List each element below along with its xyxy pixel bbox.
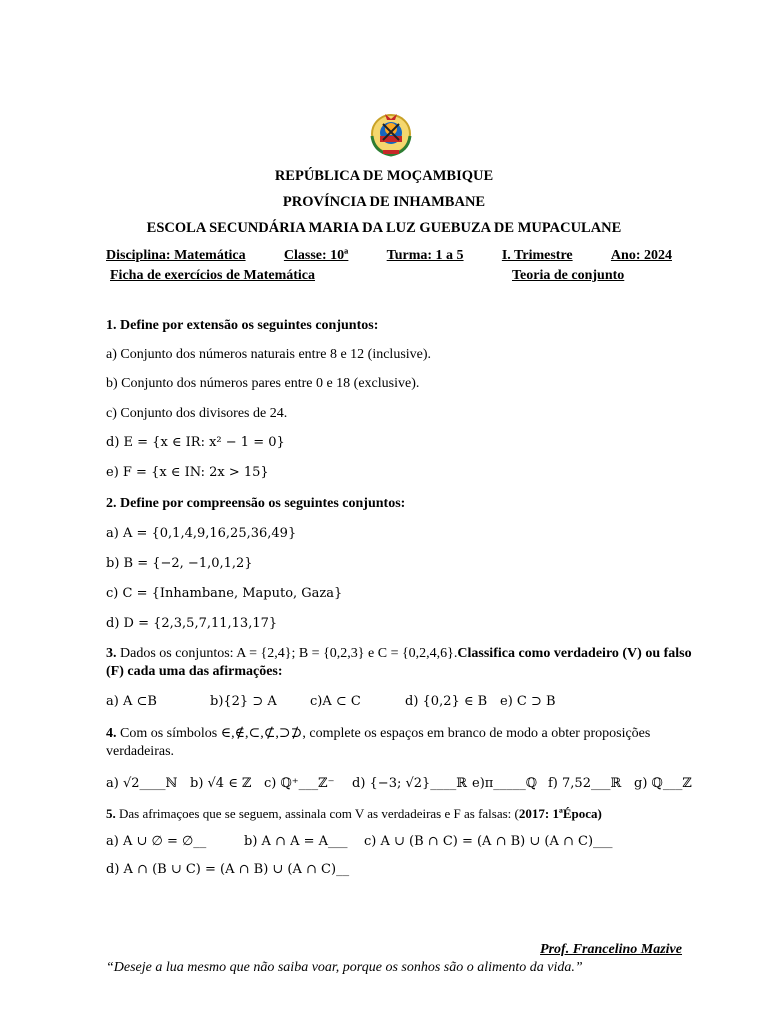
class-label: Classe: 10ª [283, 248, 349, 263]
question-4-item-d: d) {−3; √2}____ℝ [352, 776, 468, 791]
question-5b: b) A ∩ A = A___ [244, 834, 348, 849]
question-4-item-a: a) √2____ℕ [106, 776, 178, 791]
teacher-signature: Prof. Francelino Mazive [540, 942, 682, 957]
worksheet-title: Ficha de exercícios de Matemática [110, 268, 316, 283]
country-heading: REPÚBLICA DE MOÇAMBIQUE [274, 168, 494, 184]
question-4-number: 4. [106, 726, 117, 741]
question-5-number: 5. [106, 806, 116, 821]
question-2b: b) B = {−2, −1,0,1,2} [106, 556, 253, 571]
group-label: Turma: 1 a 5 [386, 248, 464, 263]
question-2c: c) C = {Inhambane, Maputo, Gaza} [106, 586, 343, 601]
question-5-text: Das afrimaçoes que se seguem, assinala com V as verdadeiras e F as falsas: ( [115, 806, 519, 821]
question-1d: d) E = {x ∈ IR: x² − 1 = 0} [106, 435, 285, 450]
question-1e: e) F = {x ∈ IN: 2x > 15} [106, 465, 269, 480]
question-4-item-c: c) ℚ⁺___ℤ⁻ [264, 776, 335, 791]
question-1-title: 1. Define por extensão os seguintes conjuntos: [106, 318, 379, 333]
question-2d: d) D = {2,3,5,7,11,13,17} [106, 616, 278, 631]
question-1a: a) Conjunto dos números naturais entre 8 e 12 (inclusive). [106, 347, 432, 362]
question-4-item-b: b) √4 ∈ ℤ [190, 776, 252, 791]
question-4-prompt [106, 725, 698, 761]
question-3-instruction: Classifica como verdadeiro (V) ou falso (F) cada uma das afirmações: [106, 646, 692, 679]
question-3-intro: Dados os conjuntos: A = {2,4}; B = {0,2,3} e C = {0,2,4,6}. [116, 646, 458, 661]
question-4-item-f: f) 7,52___ℝ [548, 776, 622, 791]
question-3-item-c: c)A ⊂ C [310, 694, 361, 709]
question-3-item-a: a) A ⊂B [106, 694, 157, 709]
question-4-item-g: g) ℚ___ℤ [634, 776, 692, 791]
discipline-label: Disciplina: Matemática [106, 248, 246, 263]
question-4-text: Com os símbolos ∈,∉,⊂,⊄,⊃⊅, complete os espaços em branco de modo a obter proposições verdadeiras. [106, 726, 651, 759]
question-3-item-e: e) C ⊃ B [500, 694, 556, 709]
province-heading: PROVÍNCIA DE INHAMBANE [282, 194, 486, 210]
course-info-row [106, 248, 672, 264]
question-1c: c) Conjunto dos divisores de 24. [106, 406, 288, 421]
school-heading: ESCOLA SECUNDÁRIA MARIA DA LUZ GUEBUZA DE MUPACULANE [146, 220, 622, 236]
question-1b: b) Conjunto dos números pares entre 0 e 18 (exclusive). [106, 376, 420, 391]
year-label: Ano: 2024 [610, 248, 672, 263]
question-5-prompt [106, 805, 698, 823]
question-2-title: 2. Define por compreensão os seguintes conjuntos: [106, 496, 406, 511]
question-5-exam: 2017: 1ªÉpoca) [518, 806, 602, 821]
worksheet-topic: Teoria de conjunto [512, 268, 625, 283]
question-3-number: 3. [106, 646, 117, 661]
closing-quote: “Deseje a lua mesmo que não saiba voar, porque os sonhos são o alimento da vida.” [106, 960, 583, 975]
question-5c: c) A ∪ (B ∩ C) = (A ∩ B) ∪ (A ∩ C)___ [364, 834, 613, 849]
question-3-item-b: b){2} ⊃ A [210, 694, 277, 709]
question-5a: a) A ∪ ∅ = ∅__ [106, 834, 207, 849]
mozambique-emblem-icon [368, 112, 414, 158]
question-3-item-d: d) {0,2} ∈ B [405, 694, 488, 709]
term-label: I. Trimestre [501, 248, 573, 263]
question-2a: a) A = {0,1,4,9,16,25,36,49} [106, 526, 297, 541]
question-5d: d) A ∩ (B ∪ C) = (A ∩ B) ∪ (A ∩ C)__ [106, 862, 350, 877]
worksheet-info-row [106, 268, 672, 284]
question-3-prompt [106, 645, 698, 681]
question-4-item-e: e)π_____ℚ [472, 776, 538, 791]
